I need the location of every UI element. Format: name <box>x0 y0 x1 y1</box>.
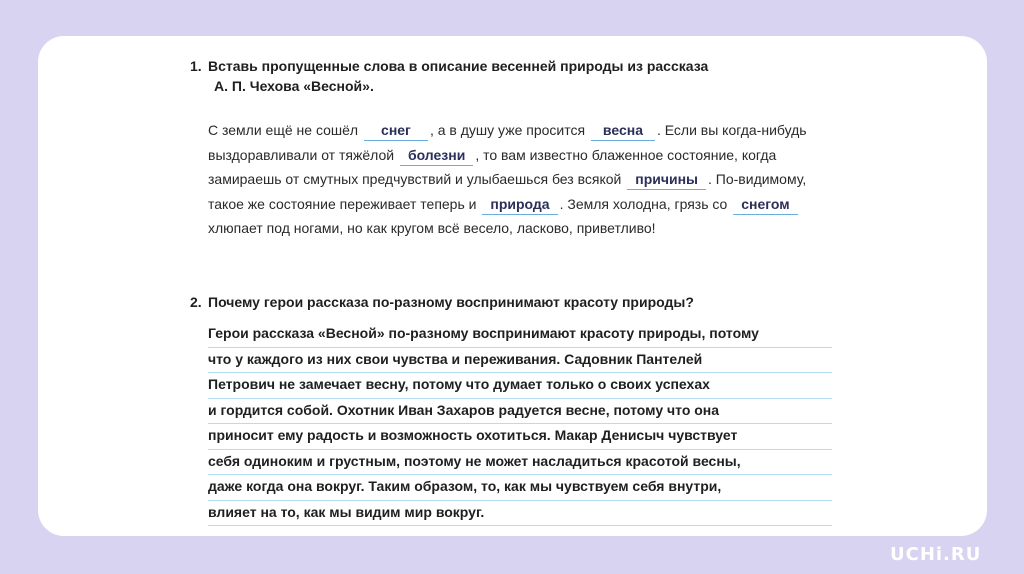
blank-answer-6[interactable]: снегом <box>733 195 797 215</box>
answer-line: приносит ему радость и возможность охотиться. Макар Денисыч чувствует <box>208 424 832 450</box>
passage-text: , то вам известно блаженное состояние, когда замираешь от смутных предчувствий и улыбаешься без всякой <box>208 146 777 187</box>
passage-text: хлюпает под ногами, но как кругом всё весело, ласково, приветливо! <box>208 220 656 236</box>
blank-answer-1[interactable]: снег <box>364 121 428 141</box>
question-2-number: 2. <box>190 294 202 310</box>
answer-line: себя одиноким и грустным, поэтому не может насладиться красотой весны, <box>208 450 832 476</box>
passage-text: . Земля холодна, грязь со <box>559 195 728 212</box>
question-1-passage <box>208 118 838 241</box>
question-2-title <box>190 292 830 312</box>
question-1-title-line2: А. П. Чехова «Весной». <box>214 78 374 94</box>
passage-text: , а в душу уже просится <box>429 122 586 138</box>
answer-line: что у каждого из них свои чувства и переживания. Садовник Пантелей <box>208 348 832 374</box>
question-1-title <box>190 56 830 96</box>
blank-answer-3[interactable]: болезни <box>400 146 473 166</box>
passage-text: С земли ещё не сошёл <box>208 122 359 138</box>
answer-line: и гордится собой. Охотник Иван Захаров радуется весне, потому что она <box>208 399 832 425</box>
answer-line: Петрович не замечает весну, потому что думает только о своих успехах <box>208 373 832 399</box>
uchi-logo: UCHi.RU <box>890 544 982 565</box>
answer-line: влияет на то, как мы видим мир вокруг. <box>208 501 832 527</box>
answer-line: даже когда она вокруг. Таким образом, то, как мы чувствуем себя внутри, <box>208 475 832 501</box>
question-1-number: 1. <box>190 58 202 74</box>
question-1-title-line1: Вставь пропущенные слова в описание весенней природы из рассказа <box>208 58 709 74</box>
blank-answer-4[interactable]: причины <box>627 170 706 190</box>
question-2-answer[interactable] <box>208 322 832 526</box>
blank-answer-2[interactable]: весна <box>591 121 655 141</box>
passage-text: . Если вы когда-нибудь выздоравливали от тяжёлой <box>208 122 807 163</box>
question-2-title-text: Почему герои рассказа по-разному воспринимают красоту природы? <box>208 294 694 310</box>
passage-text: . По-видимому, такое же состояние переживает теперь и <box>208 171 807 212</box>
blank-answer-5[interactable]: природа <box>482 195 557 215</box>
answer-line: Герои рассказа «Весной» по-разному воспринимают красоту природы, потому <box>208 322 832 348</box>
